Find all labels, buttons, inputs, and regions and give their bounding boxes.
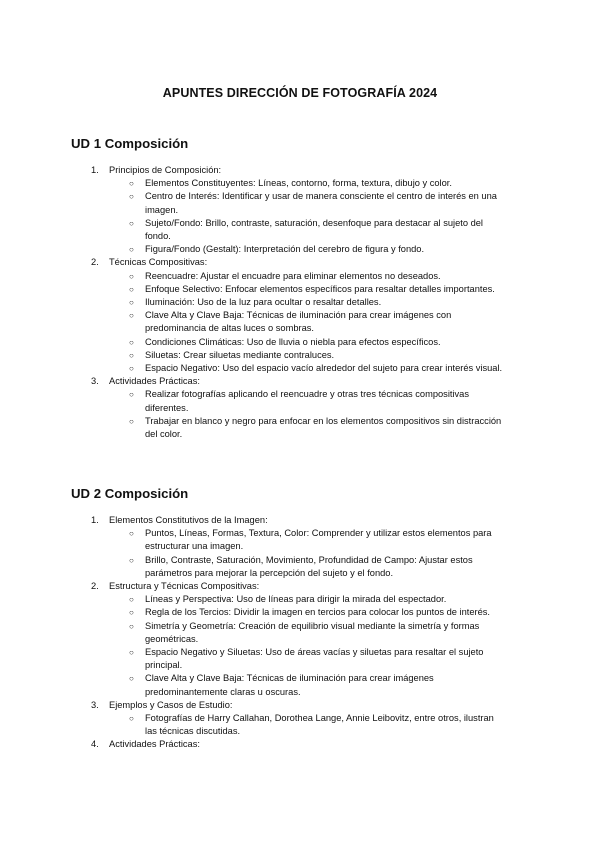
bullet-item: [0, 415, 505, 441]
bullet-item: [0, 620, 505, 646]
bullet-text: Figura/Fondo (Gestalt): Interpretación del cerebro de figura y fondo.: [145, 244, 425, 255]
bullet-text: Trabajar en blanco y negro para enfocar en los elementos compositivos sin distracción del color.: [145, 415, 502, 440]
bullet-icon: ○: [129, 364, 134, 374]
bullet-text: Simetría y Geometría: Creación de equilibrio visual mediante la simetría y formas geométricas.: [145, 620, 480, 644]
bullet-item: [0, 349, 505, 362]
bullet-icon: ○: [129, 192, 134, 202]
bullet-item: [0, 527, 505, 553]
unit-heading: UD 1 Composición: [71, 136, 189, 151]
bullet-item: [0, 712, 505, 738]
bullet-text: Iluminación: Uso de la luz para ocultar o resaltar detalles.: [145, 297, 382, 308]
bullet-icon: ○: [129, 416, 134, 426]
bullet-item: [0, 646, 505, 672]
bullet-icon: ○: [129, 298, 134, 308]
bullet-item: [0, 593, 505, 606]
bullet-item: [0, 296, 505, 309]
unit-heading: UD 2 Composición: [71, 486, 189, 501]
numbered-item: [0, 375, 600, 388]
bullet-icon: ○: [129, 337, 134, 347]
bullet-text: Enfoque Selectivo: Enfocar elementos específicos para resaltar detalles importantes.: [145, 283, 495, 294]
bullet-text: Clave Alta y Clave Baja: Técnicas de iluminación para crear imágenes predominantemente claras u oscuras.: [145, 673, 434, 697]
bullet-icon: ○: [129, 648, 134, 658]
item-label: Principios de Composición:: [109, 165, 222, 175]
bullet-icon: ○: [129, 350, 134, 360]
item-number: 3.: [91, 699, 99, 710]
unit-content: [0, 514, 600, 752]
bullet-item: [0, 177, 505, 190]
bullet-text: Elementos Constituyentes: Líneas, contorno, forma, textura, dibujo y color.: [145, 178, 452, 189]
bullet-item: [0, 309, 505, 335]
bullet-icon: ○: [129, 271, 134, 281]
bullet-text: Realizar fotografías aplicando el reencuadre y otras tres técnicas compositivas diferentes.: [145, 389, 470, 413]
item-label: Estructura y Técnicas Compositivas:: [109, 581, 260, 592]
bullet-icon: ○: [129, 714, 134, 724]
bullet-icon: ○: [129, 218, 134, 228]
numbered-item: [0, 256, 600, 269]
bullet-item: [0, 606, 505, 619]
bullet-icon: ○: [129, 390, 134, 400]
item-label: Elementos Constitutivos de la Imagen:: [109, 515, 268, 525]
numbered-item: [0, 738, 600, 751]
numbered-item: [0, 580, 600, 593]
bullet-icon: ○: [129, 621, 134, 631]
bullet-text: Espacio Negativo y Siluetas: Uso de áreas vacías y siluetas para resaltar el sujeto principal.: [145, 647, 484, 671]
bullet-text: Regla de los Tercios: Dividir la imagen en tercios para colocar los puntos de interés.: [145, 607, 491, 618]
bullet-text: Centro de Interés: Identificar y usar de manera consciente el centro de interés en una imagen.: [145, 191, 497, 215]
bullet-item: [0, 243, 505, 256]
bullet-text: Siluetas: Crear siluetas mediante contraluces.: [145, 349, 335, 360]
bullet-item: [0, 270, 505, 283]
bullet-icon: ○: [129, 311, 134, 321]
item-label: Ejemplos y Casos de Estudio:: [109, 699, 233, 710]
bullet-text: Clave Alta y Clave Baja: Técnicas de iluminación para crear imágenes con predominancia de altas luces o sombras.: [145, 310, 452, 334]
unit-content: [0, 164, 600, 441]
numbered-item: [0, 164, 600, 177]
bullet-icon: ○: [129, 555, 134, 565]
bullet-text: Fotografías de Harry Callahan, Dorothea Lange, Annie Leibovitz, entre otros, ilustran las técnicas discutidas.: [145, 713, 494, 737]
item-number: 2.: [91, 581, 99, 592]
bullet-text: Sujeto/Fondo: Brillo, contraste, saturación, desenfoque para destacar al sujeto del fondo.: [145, 217, 483, 242]
item-label: Actividades Prácticas:: [109, 739, 200, 750]
bullet-text: Reencuadre: Ajustar el encuadre para eliminar elementos no deseados.: [145, 270, 441, 281]
numbered-item: [0, 514, 600, 527]
bullet-text: Puntos, Líneas, Formas, Textura, Color: Comprender y utilizar estos elementos para estructurar una imagen.: [145, 528, 492, 552]
item-number: 4.: [91, 739, 99, 750]
bullet-text: Espacio Negativo: Uso del espacio vacío alrededor del sujeto para crear interés visual.: [145, 363, 503, 374]
bullet-item: [0, 190, 505, 216]
bullet-icon: ○: [129, 674, 134, 684]
numbered-item: [0, 699, 600, 712]
bullet-icon: ○: [129, 179, 134, 189]
item-number: 1.: [91, 515, 99, 525]
item-label: Actividades Prácticas:: [109, 376, 200, 387]
bullet-item: [0, 672, 505, 698]
bullet-text: Brillo, Contraste, Saturación, Movimiento, Profundidad de Campo: Ajustar estos parámetros para mejorar la percepción del sujeto y el fondo.: [145, 554, 473, 578]
bullet-item: [0, 283, 505, 296]
bullet-item: [0, 336, 505, 349]
bullet-item: [0, 388, 505, 414]
bullet-text: Líneas y Perspectiva: Uso de líneas para dirigir la mirada del espectador.: [145, 594, 447, 605]
item-number: 1.: [91, 165, 99, 175]
bullet-icon: ○: [129, 284, 134, 294]
bullet-item: [0, 362, 505, 375]
bullet-item: [0, 554, 505, 580]
bullet-icon: ○: [129, 608, 134, 618]
document-title: APUNTES DIRECCIÓN DE FOTOGRAFÍA 2024: [162, 86, 438, 100]
bullet-text: Condiciones Climáticas: Uso de lluvia o niebla para efectos específicos.: [145, 336, 441, 347]
bullet-icon: ○: [129, 245, 134, 255]
item-label: Técnicas Compositivas:: [109, 257, 208, 268]
item-number: 2.: [91, 257, 99, 268]
item-number: 3.: [91, 376, 99, 387]
bullet-icon: ○: [129, 595, 134, 605]
bullet-item: [0, 217, 505, 243]
bullet-icon: ○: [129, 529, 134, 539]
